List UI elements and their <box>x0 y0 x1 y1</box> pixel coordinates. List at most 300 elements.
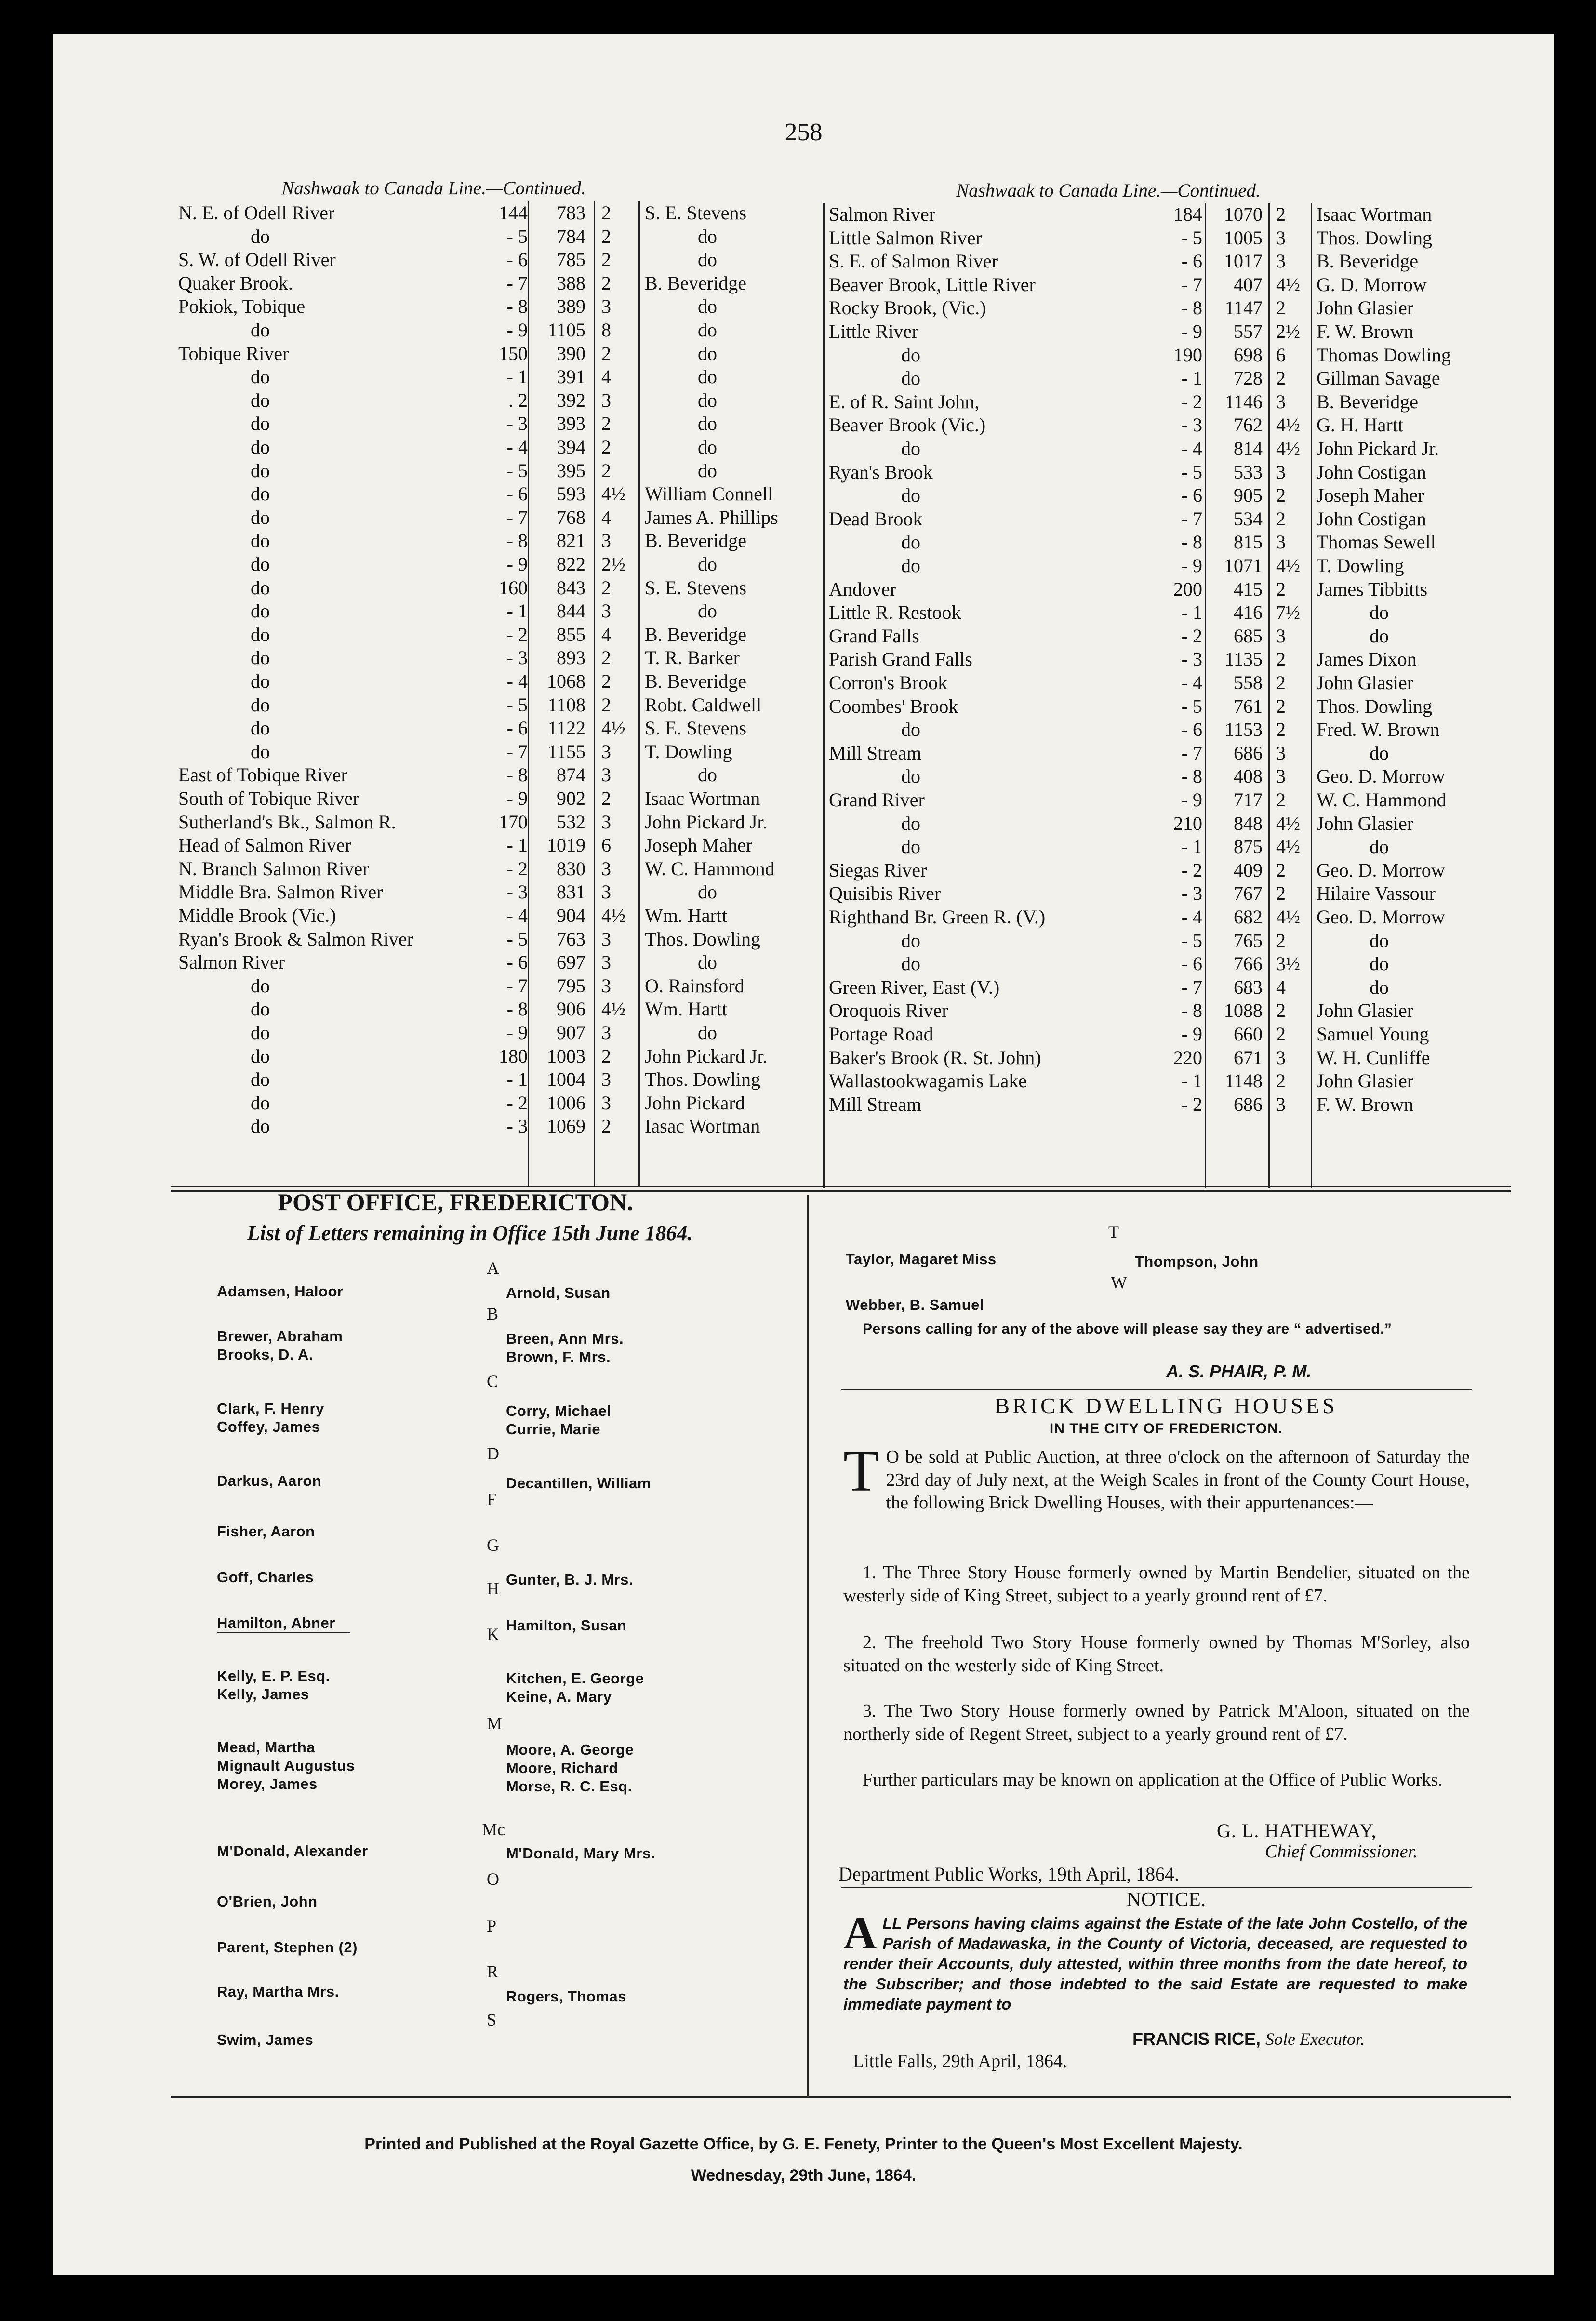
table-row <box>829 859 1528 882</box>
table-row <box>829 367 1528 390</box>
price-cell: 4 <box>601 366 611 388</box>
letter-name: Morey, James <box>217 1775 318 1792</box>
price-cell: 2½ <box>601 553 625 575</box>
purchaser-cell: John Pickard Jr. <box>645 811 768 833</box>
price-cell: 3 <box>1276 227 1286 249</box>
table-row <box>178 763 853 787</box>
table-row <box>178 342 853 365</box>
lot-cell: - 7 <box>506 740 528 762</box>
price-cell: 3 <box>601 811 611 833</box>
lot-cell: - 5 <box>1181 695 1202 717</box>
notice-text: LL Persons having claims against the Estate of the late John Costello, of the Parish of Madawaska, in the County of Victoria, deceased, are requested to render their Accounts, duly attested, within three months from the date hereof, to the Subscriber; and those indebted to the said Estate are requested to make immediate payment to <box>843 1914 1467 2013</box>
letter-heading: K <box>487 1625 499 1644</box>
location-cell: do <box>251 436 270 458</box>
purchaser-cell: Thos. Dowling <box>645 928 760 950</box>
table-row <box>829 320 1528 343</box>
lot-cell: - 1 <box>506 1068 528 1091</box>
lot-cell: - 3 <box>1181 648 1202 670</box>
acres-cell: 831 <box>557 881 585 903</box>
table-row <box>178 717 853 740</box>
price-cell: 3 <box>601 1092 611 1114</box>
lot-cell: - 1 <box>1181 1070 1202 1092</box>
lot-cell: 190 <box>1173 344 1202 366</box>
location-cell: Baker's Brook (R. St. John) <box>829 1046 1041 1068</box>
acres-cell: 785 <box>557 249 585 271</box>
location-cell: Beaver Brook (Vic.) <box>829 414 986 436</box>
price-cell: 3 <box>1276 742 1286 764</box>
table-row <box>829 952 1528 975</box>
location-cell: do <box>251 998 270 1020</box>
acres-cell: 532 <box>557 811 585 833</box>
location-cell: do <box>251 600 270 622</box>
acres-cell: 697 <box>557 951 585 974</box>
lot-cell: - 7 <box>1181 742 1202 764</box>
location-cell: Pokiok, Tobique <box>178 295 306 318</box>
purchaser-cell: do <box>1370 601 1389 624</box>
purchaser-cell: Samuel Young <box>1317 1023 1429 1045</box>
lot-cell: - 4 <box>1181 438 1202 459</box>
acres-cell: 1135 <box>1224 648 1263 670</box>
location-cell: Tobique River <box>178 342 289 364</box>
location-cell: Salmon River <box>829 203 936 225</box>
purchaser-cell: Fred. W. Brown <box>1317 719 1440 741</box>
lot-cell: - 7 <box>1181 976 1202 998</box>
price-cell: 2 <box>601 787 611 809</box>
price-cell: 2 <box>1276 1070 1286 1092</box>
price-cell: 7½ <box>1276 601 1300 624</box>
location-cell: do <box>251 225 270 247</box>
purchaser-cell: Geo. D. Morrow <box>1317 859 1445 881</box>
table-row <box>829 648 1528 671</box>
letter-heading: G <box>487 1535 499 1555</box>
purchaser-cell: S. E. Stevens <box>645 717 747 739</box>
table-row <box>829 507 1528 531</box>
lot-cell: - 9 <box>1181 1023 1202 1045</box>
acres-cell: 660 <box>1234 1023 1263 1045</box>
table-row <box>178 1068 853 1091</box>
price-cell: 3 <box>1276 1046 1286 1068</box>
price-cell: 2 <box>601 459 611 481</box>
lot-cell: - 1 <box>1181 836 1202 858</box>
table-row <box>829 1069 1528 1093</box>
purchaser-cell: Geo. D. Morrow <box>1317 906 1445 928</box>
location-cell: do <box>901 929 920 951</box>
acres-cell: 558 <box>1234 672 1263 694</box>
price-cell: 4 <box>1276 976 1286 998</box>
table-row <box>829 461 1528 484</box>
price-cell: 2 <box>1276 203 1286 225</box>
location-cell: do <box>251 670 270 692</box>
acres-cell: 407 <box>1234 273 1263 295</box>
location-cell: do <box>251 1022 270 1043</box>
letter-name: Mead, Martha <box>217 1739 316 1756</box>
price-cell: 2 <box>601 1115 611 1137</box>
purchaser-cell: Joseph Maher <box>1317 484 1424 507</box>
acres-cell: 783 <box>557 202 585 224</box>
location-cell: do <box>251 1115 270 1137</box>
table-row <box>829 976 1528 999</box>
location-cell: Coombes' Brook <box>829 695 958 717</box>
lot-cell: - 2 <box>1181 1093 1202 1115</box>
acres-cell: 698 <box>1234 344 1263 366</box>
lot-cell: - 2 <box>1181 390 1202 413</box>
lot-cell: - 8 <box>506 998 528 1020</box>
acres-cell: 1070 <box>1224 203 1263 225</box>
acres-cell: 795 <box>557 974 585 997</box>
location-cell: Mill Stream <box>829 1093 922 1115</box>
location-cell: Quaker Brook. <box>178 272 293 294</box>
imprint-line: Printed and Published at the Royal Gazette Office, by G. E. Fenety, Printer to the Queen's Most Excellent Majesty. <box>364 2135 1243 2153</box>
lot-cell: - 5 <box>506 694 528 716</box>
post-office-signature: A. S. PHAIR, P. M. <box>1166 1361 1312 1381</box>
table-row <box>178 600 853 623</box>
location-cell: do <box>901 531 920 553</box>
lot-cell: 180 <box>499 1045 528 1067</box>
purchaser-cell: B. Beveridge <box>645 670 747 692</box>
letter-name: Brown, F. Mrs. <box>506 1348 611 1365</box>
lot-cell: - 8 <box>1181 1000 1202 1022</box>
imprint-date: Wednesday, 29th June, 1864. <box>691 2166 917 2185</box>
location-cell: do <box>251 530 270 552</box>
purchaser-cell: John Glasier <box>1317 1000 1414 1022</box>
purchaser-cell: S. E. Stevens <box>645 202 747 224</box>
purchaser-cell: do <box>698 413 717 435</box>
column-divider <box>823 203 825 1188</box>
purchaser-cell: Gillman Savage <box>1317 367 1440 389</box>
table-row <box>178 974 853 998</box>
location-cell: do <box>901 765 920 787</box>
price-cell: 3 <box>601 740 611 762</box>
letter-name: Swim, James <box>217 2031 314 2048</box>
letter-name: Corry, Michael <box>506 1402 612 1419</box>
letter-name: Webber, B. Samuel <box>846 1296 984 1313</box>
acres-cell: 686 <box>1234 742 1263 764</box>
location-cell: do <box>901 367 920 389</box>
location-cell: Middle Bra. Salmon River <box>178 881 383 903</box>
lot-cell: - 9 <box>506 319 528 341</box>
purchaser-cell: do <box>698 249 717 271</box>
table-row <box>829 1046 1528 1069</box>
table-row <box>178 553 853 576</box>
purchaser-cell: B. Beveridge <box>645 530 747 552</box>
letter-name: Thompson, John <box>1135 1253 1259 1270</box>
table-row <box>829 742 1528 765</box>
dropcap: A <box>843 1907 877 1959</box>
price-cell: 4½ <box>601 717 625 739</box>
lot-cell: - 9 <box>1181 789 1202 811</box>
lot-cell: 170 <box>499 811 528 833</box>
lot-cell: - 1 <box>506 600 528 622</box>
lot-cell: - 7 <box>506 272 528 294</box>
acres-cell: 1004 <box>547 1068 585 1091</box>
price-cell: 2 <box>1276 507 1286 530</box>
purchaser-cell: B. Beveridge <box>1317 250 1419 272</box>
lot-cell: - 6 <box>1181 484 1202 507</box>
purchaser-cell: Thos. Dowling <box>1317 227 1432 249</box>
acres-cell: 1105 <box>547 319 585 341</box>
location-cell: do <box>251 366 270 388</box>
price-cell: 4 <box>601 506 611 528</box>
lot-cell: - 6 <box>1181 953 1202 975</box>
letter-name: O'Brien, John <box>217 1893 318 1910</box>
acres-cell: 765 <box>1234 929 1263 951</box>
lot-cell: - 9 <box>1181 320 1202 342</box>
price-cell: 2 <box>1276 882 1286 905</box>
table-row <box>829 1023 1528 1046</box>
price-cell: 4½ <box>1276 812 1300 834</box>
acres-cell: 557 <box>1234 320 1263 342</box>
location-cell: Dead Brook <box>829 507 923 530</box>
lot-cell: - 5 <box>1181 227 1202 249</box>
lot-cell: - 1 <box>1181 601 1202 624</box>
purchaser-cell: W. C. Hammond <box>645 857 775 880</box>
price-cell: 3½ <box>1276 953 1300 975</box>
letter-name: Parent, Stephen (2) <box>217 1939 358 1956</box>
acres-cell: 767 <box>1234 882 1263 905</box>
price-cell: 3 <box>1276 531 1286 553</box>
acres-cell: 893 <box>557 647 585 669</box>
letter-name: Hamilton, Susan <box>506 1617 627 1634</box>
purchaser-cell: do <box>698 342 717 364</box>
letter-name: Coffey, James <box>217 1418 320 1435</box>
acres-cell: 1071 <box>1224 555 1263 576</box>
table-row <box>829 531 1528 554</box>
acres-cell: 815 <box>1234 531 1263 553</box>
location-cell: Grand River <box>829 789 925 811</box>
table-row <box>178 623 853 646</box>
purchaser-cell: do <box>698 459 717 481</box>
table-row <box>178 1021 853 1044</box>
acres-cell: 843 <box>557 576 585 599</box>
brick-item-2: 2. The freehold Two Story House formerly owned by Thomas M'Sorley, also situated on the westerly side of King Street. <box>843 1632 1470 1676</box>
lot-cell: 184 <box>1173 203 1202 225</box>
acres-cell: 593 <box>557 483 585 505</box>
location-cell: Portage Road <box>829 1023 933 1045</box>
price-cell: 2 <box>601 647 611 669</box>
acres-cell: 685 <box>1234 625 1263 647</box>
purchaser-cell: Thos. Dowling <box>645 1068 760 1091</box>
lot-cell: - 9 <box>506 553 528 575</box>
price-cell: 2 <box>1276 367 1286 389</box>
notice-body <box>843 1907 1467 2014</box>
acres-cell: 682 <box>1234 906 1263 928</box>
purchaser-cell: B. Beveridge <box>645 623 747 645</box>
lot-cell: 160 <box>499 576 528 599</box>
letter-heading: O <box>487 1869 499 1889</box>
price-cell: 2 <box>1276 929 1286 951</box>
purchaser-cell: do <box>698 366 717 388</box>
table-row <box>178 529 853 552</box>
letter-name: Rogers, Thomas <box>506 1988 626 2005</box>
notice-signer-name: FRANCIS RICE, <box>1132 2029 1261 2049</box>
purchaser-cell: John Pickard Jr. <box>645 1045 768 1067</box>
purchaser-cell: G. D. Morrow <box>1317 273 1427 295</box>
table-row <box>829 625 1528 648</box>
lot-cell: - 4 <box>1181 906 1202 928</box>
table-row <box>178 412 853 435</box>
purchaser-cell: W. C. Hammond <box>1317 789 1447 811</box>
letter-heading: R <box>487 1962 499 1981</box>
purchaser-cell: do <box>1370 953 1389 975</box>
purchaser-cell: Thomas Dowling <box>1317 344 1451 366</box>
letter-name: Ray, Martha Mrs. <box>217 1983 339 2000</box>
price-cell: 6 <box>601 834 611 856</box>
letter-heading: F <box>487 1490 497 1509</box>
letter-name: Moore, A. George <box>506 1741 634 1758</box>
location-cell: Oroquois River <box>829 1000 948 1022</box>
price-cell: 2 <box>601 272 611 294</box>
location-cell: South of Tobique River <box>178 787 359 809</box>
acres-cell: 761 <box>1234 695 1263 717</box>
location-cell: do <box>901 484 920 507</box>
purchaser-cell: John Costigan <box>1317 507 1426 530</box>
table-row <box>829 671 1528 694</box>
acres-cell: 1017 <box>1224 250 1263 272</box>
price-cell: 3 <box>601 764 611 786</box>
purchaser-cell: B. Beveridge <box>1317 390 1419 413</box>
letter-name: Fisher, Aaron <box>217 1523 315 1540</box>
table-row <box>829 390 1528 414</box>
lot-cell: - 6 <box>506 717 528 739</box>
lot-cell: - 8 <box>1181 765 1202 787</box>
lot-cell: 144 <box>499 202 528 224</box>
left-section-title: Nashwaak to Canada Line.—Continued. <box>281 178 586 199</box>
letter-name: Keine, A. Mary <box>506 1688 612 1705</box>
letter-name: Adamsen, Haloor <box>217 1283 344 1300</box>
table-row <box>829 273 1528 296</box>
lot-cell: - 6 <box>506 951 528 974</box>
lot-cell: - 6 <box>506 483 528 505</box>
letter-name: Moore, Richard <box>506 1760 618 1776</box>
acres-cell: 395 <box>557 459 585 481</box>
lot-cell: - 3 <box>1181 414 1202 436</box>
price-cell: 2 <box>601 1045 611 1067</box>
purchaser-cell: T. Dowling <box>645 740 732 762</box>
lot-cell: - 8 <box>506 295 528 318</box>
table-row <box>178 225 853 248</box>
location-cell: Head of Salmon River <box>178 834 351 856</box>
location-cell: do <box>901 344 920 366</box>
acres-cell: 904 <box>557 905 585 926</box>
table-row <box>178 951 853 974</box>
price-cell: 2 <box>601 436 611 458</box>
table-row <box>829 437 1528 460</box>
acres-cell: 1148 <box>1224 1070 1263 1092</box>
post-office-title: POST OFFICE, FREDERICTON. <box>278 1188 633 1215</box>
location-cell: do <box>251 459 270 481</box>
table-row <box>829 835 1528 858</box>
location-cell: N. Branch Salmon River <box>178 857 369 880</box>
purchaser-cell: Hilaire Vassour <box>1317 882 1436 905</box>
lot-cell: - 8 <box>1181 297 1202 319</box>
purchaser-cell: Iasac Wortman <box>645 1115 760 1137</box>
location-cell: Quisibis River <box>829 882 941 905</box>
location-cell: do <box>251 506 270 528</box>
location-cell: Righthand Br. Green R. (V.) <box>829 906 1046 928</box>
acres-cell: 409 <box>1234 859 1263 881</box>
letter-name: Gunter, B. J. Mrs. <box>506 1571 633 1588</box>
lot-cell: - 6 <box>506 249 528 271</box>
price-cell: 4½ <box>1276 555 1300 576</box>
purchaser-cell: do <box>698 319 717 341</box>
price-cell: 3 <box>1276 1093 1286 1115</box>
table-row <box>178 295 853 318</box>
acres-cell: 1068 <box>547 670 585 692</box>
notice-signer-title: Sole Executor. <box>1265 2029 1365 2049</box>
price-cell: 4½ <box>601 998 625 1020</box>
price-cell: 3 <box>1276 250 1286 272</box>
purchaser-cell: G. H. Hartt <box>1317 414 1403 436</box>
table-row <box>829 227 1528 250</box>
acres-cell: 875 <box>1234 836 1263 858</box>
location-cell: Little Salmon River <box>829 227 982 249</box>
acres-cell: 821 <box>557 530 585 552</box>
acres-cell: 683 <box>1234 976 1263 998</box>
purchaser-cell: John Pickard <box>645 1092 745 1114</box>
purchaser-cell: do <box>698 951 717 974</box>
letter-name: M'Donald, Mary Mrs. <box>506 1845 655 1862</box>
lot-cell: - 4 <box>1181 672 1202 694</box>
lot-cell: - 3 <box>1181 882 1202 905</box>
letter-name: Breen, Ann Mrs. <box>506 1330 624 1347</box>
table-row <box>829 344 1528 367</box>
table-row <box>829 812 1528 835</box>
location-cell: E. of R. Saint John, <box>829 390 980 413</box>
price-cell: 2 <box>1276 695 1286 717</box>
lot-cell: - 3 <box>506 647 528 669</box>
purchaser-cell: Thomas Sewell <box>1317 531 1436 553</box>
purchaser-cell: John Glasier <box>1317 672 1414 694</box>
table-row <box>178 880 853 904</box>
location-cell: do <box>251 1045 270 1067</box>
lot-cell: - 4 <box>506 905 528 926</box>
acres-cell: 686 <box>1234 1093 1263 1115</box>
price-cell: 3 <box>601 881 611 903</box>
acres-cell: 415 <box>1234 578 1263 600</box>
lot-cell: - 2 <box>1181 859 1202 881</box>
lot-cell: - 8 <box>1181 531 1202 553</box>
lot-cell: 150 <box>499 342 528 364</box>
acres-cell: 534 <box>1234 507 1263 530</box>
table-row <box>178 319 853 342</box>
acres-cell: 728 <box>1234 367 1263 389</box>
price-cell: 2½ <box>1276 320 1300 342</box>
letter-name: Morse, R. C. Esq. <box>506 1778 632 1795</box>
purchaser-cell: do <box>698 1022 717 1043</box>
table-row <box>829 203 1528 226</box>
table-row <box>178 904 853 927</box>
location-cell: S. W. of Odell River <box>178 249 336 271</box>
location-cell: do <box>251 319 270 341</box>
location-cell: do <box>251 413 270 435</box>
location-cell: do <box>251 389 270 411</box>
price-cell: 3 <box>601 295 611 318</box>
location-cell: do <box>251 623 270 645</box>
purchaser-cell: W. H. Cunliffe <box>1317 1046 1430 1068</box>
location-cell: do <box>251 740 270 762</box>
purchaser-cell: F. W. Brown <box>1317 1093 1414 1115</box>
price-cell: 2 <box>601 202 611 224</box>
price-cell: 2 <box>601 413 611 435</box>
location-cell: Parish Grand Falls <box>829 648 972 670</box>
price-cell: 2 <box>601 342 611 364</box>
brick-dateline: Department Public Works, 19th April, 1864. <box>838 1863 1180 1885</box>
location-cell: Andover <box>829 578 896 600</box>
lot-cell: - 1 <box>506 366 528 388</box>
purchaser-cell: Thos. Dowling <box>1317 695 1432 717</box>
table-row <box>178 740 853 763</box>
purchaser-cell: do <box>698 600 717 622</box>
